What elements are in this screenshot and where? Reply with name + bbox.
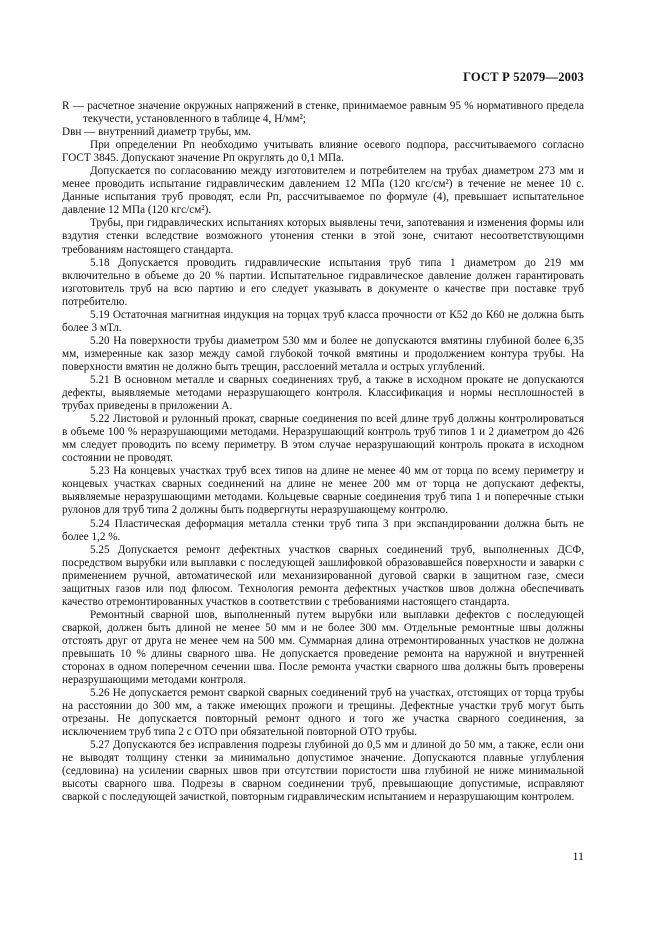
clause-5-27: 5.27 Допускаются без исправления подрезы глубиной до 0,5 мм и длиной до 50 мм, а также, если они не выводят толщину стенки за минимально допустимое значение. Допускаются плавные углубления (седловина) на усилении сварных швов при отсутствии пористости шва глубиной не ниже минимальной высоты сварного шва. Подрезы в сварном соединении труб, превышающие допустимые, исправляют сваркой с последующей зачисткой, повторным гидравлическим испытанием и неразрушающим контролем. <box>62 739 584 804</box>
paragraph-definition-dvn: Dвн — внутренний диаметр трубы, мм. <box>62 126 252 139</box>
clause-5-24: 5.24 Пластическая деформация металла стенки труб типа 3 при экспандировании должна быть не более 1,2 %. <box>62 517 584 543</box>
clause-5-18: 5.18 Допускается проводить гидравлические испытания труб типа 1 диаметром до 219 мм включительно в объеме до 20 % партии. Испытательное гидравлическое давление должен гарантировать изготовитель труб на всю партию и его следует указывать в документе о качестве при поставке труб потребителю. <box>62 256 584 308</box>
clause-5-25: 5.25 Допускается ремонт дефектных участков сварных соединений труб, выполненных ДСФ, посредством вырубки или выплавки с последующей зашлифовкой образовавшейся поверхности и заварки с применением ручной, автоматической или механизированной дуговой сварки в защитном газе, смеси защитных газов или под флюсом. Технология ремонта дефектных участков швов должна обеспечивать качество отремонтированных участков в соответствии с требованиями настоящего стандарта. <box>62 543 584 608</box>
clause-5-26: 5.26 Не допускается ремонт сваркой сварных соединений труб на участках, отстоящих от торца трубы на расстоянии до 300 мм, а также имеющих прожоги и трещины. Дефектные участки труб могут быть отрезаны. Не допускается повторный ремонт одного и того же участка сварного соединения, за исключением труб типа 2 с ОТО при обязательной повторной ОТО трубы. <box>62 687 584 739</box>
standard-title: ГОСТ Р 52079—2003 <box>463 70 584 84</box>
clause-5-21: 5.21 В основном металле и сварных соединениях труб, а также в исходном прокате не допускаются дефекты, выявляемые методами неразрушающего контроля. Классификация и нормы несплошностей в трубах приведены в приложении А. <box>62 373 584 413</box>
clause-5-19: 5.19 Остаточная магнитная индукция на торцах труб класса прочности от К52 до К60 не должна быть более 3 мТл. <box>62 308 584 334</box>
document-body <box>62 100 584 805</box>
clause-5-20: 5.20 На поверхности трубы диаметром 530 мм и более не допускаются вмятины глубиной более 6,35 мм, измеренные как зазор между самой глубокой точкой вмятины и продолжением контура трубы. На поверхности вмятин не должно быть трещин, расслоений металла и острых углублений. <box>62 334 584 373</box>
paragraph: Ремонтный сварной шов, выполненный путем вырубки или выплавки дефектов с последующей сваркой, должен быть длиной не менее 50 мм и не более 300 мм. Отдельные ремонтные швы должны отстоять друг от друга не менее чем на 500 мм. Суммарная длина отремонтированных участков не должна превышать 10 % длины сварного шва. Не допускается проведение ремонта на наружной и внутренней сторонах в одном поперечном сечении шва. После ремонта участки сварного шва должны быть проверены неразрушающими методами контроля. <box>62 608 584 687</box>
paragraph: Трубы, при гидравлических испытаниях которых выявлены течи, запотевания и изменения формы или вздутия стенки вследствие возможного утонения стенки в этой зоне, считают несоответствующими требованиям настоящего стандарта. <box>62 217 584 256</box>
page-number: 11 <box>572 849 584 863</box>
paragraph-definition-r: R — расчетное значение окружных напряжений в стенке, принимаемое равным 95 % нормативного предела текучести, установленного в таблице 4, Н/мм²; <box>62 100 584 126</box>
paragraph: При определении Рп необходимо учитывать влияние осевого подпора, рассчитываемого согласно ГОСТ 3845. Допускают значение Рп округлять до 0,1 МПа. <box>62 139 584 165</box>
clause-5-23: 5.23 На концевых участках труб всех типов на длине не менее 40 мм от торца по всему периметру и концевых участках сварных соединений на длине не менее 200 мм от торца не допускают дефекты, выявляемые неразрушающими методами. Кольцевые сварные соединения труб типа 1 и поперечные стыки рулонов для труб типа 2 должны быть подвергнуты неразрушающему контролю. <box>62 465 584 517</box>
paragraph: Допускается по согласованию между изготовителем и потребителем на трубах диаметром 273 мм и менее проводить испытание гидравлическим давлением 12 МПа (120 кгс/см²) в течение не менее 10 с. Данные испытания труб проводят, если Рп, рассчитываемое по формуле (4), превышает испытательное давление 12 МПа (120 кгс/см²). <box>62 165 584 217</box>
clause-5-22: 5.22 Листовой и рулонный прокат, сварные соединения по всей длине труб должны контролироваться в объеме 100 % неразрушающими методами. Неразрушающий контроль труб типов 1 и 2 диаметром до 426 мм следует проводить по всему периметру. В этом случае неразрушающий контроль проката в исходном состоянии не проводят. <box>62 413 584 465</box>
